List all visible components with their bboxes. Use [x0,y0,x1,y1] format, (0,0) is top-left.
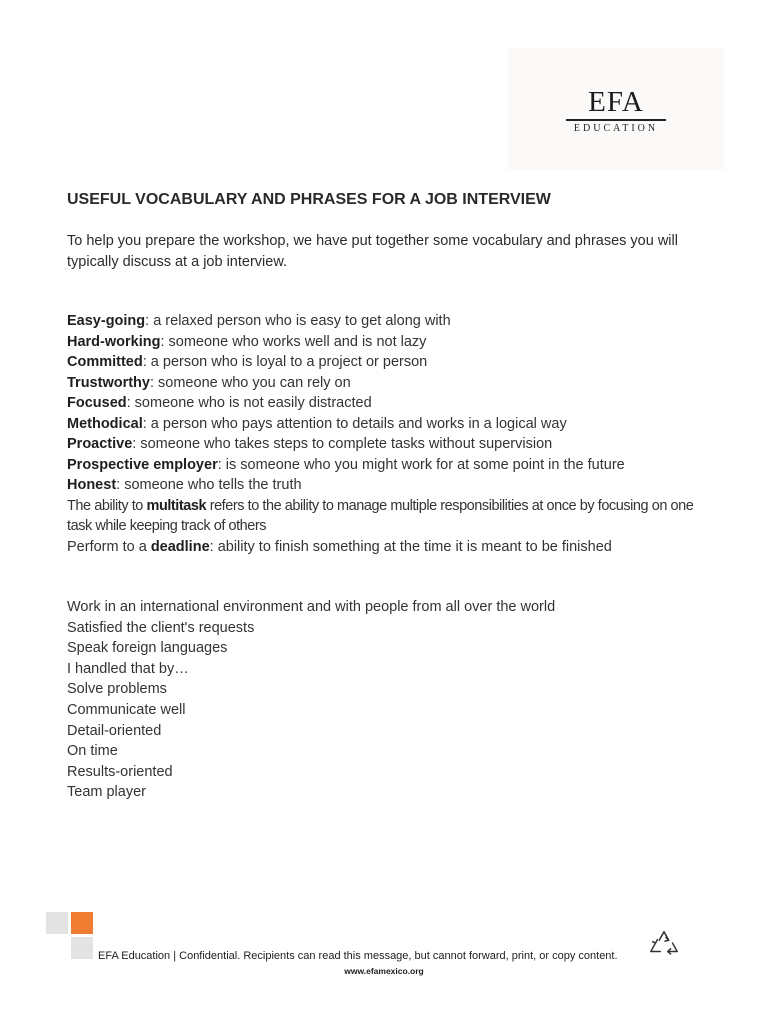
vocab-term: Methodical [67,415,143,432]
vocab-item [67,414,717,435]
page-title: USEFUL VOCABULARY AND PHRASES FOR A JOB INTERVIEW [67,191,551,208]
deadline-text: : ability to [209,538,275,555]
vocab-term: Focused [67,395,127,411]
footer-website: www.efamexico.org [344,966,424,976]
phrase-item: On time [67,743,118,760]
phrase-item: Detail-oriented [67,722,162,739]
multitask-lead: The ability to [67,497,147,514]
vocab-term: deadline [150,538,210,555]
deadline-text: to be finished [521,538,612,555]
vocab-item [67,475,717,496]
vocab-definition: : a person who pays attention to details and works in a logical way [142,415,567,432]
vocab-definition: : a person who is loyal to a project or person [142,354,428,370]
phrase-item: Team player [67,784,146,801]
vocab-item [67,352,717,373]
footer-orange-square [71,912,93,934]
phrase-item: Speak foreign languages [67,640,228,657]
logo-underline [566,119,666,121]
vocab-definition: : someone who you can rely on [149,374,351,391]
vocabulary-list [67,311,717,557]
vocab-item [67,393,717,414]
vocab-term: Prospective employer [67,456,218,473]
phrase-item: Results-oriented [67,763,173,780]
vocab-definition: : is someone who you might work for at some point in the future [217,456,625,473]
phrase-item: I handled that by… [67,660,189,677]
vocab-term: Hard-working [67,333,161,350]
vocab-definition: : a relaxed person who is easy to get along with [145,313,451,329]
vocab-item [67,332,717,353]
deadline-text: something at the time it is [308,538,482,555]
vocab-definition: : someone who is not easily distracted [126,395,372,411]
vocab-term: Trustworthy [67,374,150,391]
vocab-term: Committed [67,354,143,370]
vocab-item [67,311,717,332]
deadline-lead: Perform to a [67,538,151,555]
logo-subtitle: EDUCATION [573,123,659,134]
phrases-list [67,597,555,803]
phrase-item: Satisfied the client's requests [67,619,255,636]
phrase-item: Solve problems [67,681,167,698]
logo-wordmark: EFA [588,86,644,118]
footer-gray-square [71,937,93,959]
vocab-term: Easy-going [67,313,146,329]
vocab-definition: : someone who works well and is not lazy [160,333,427,350]
deadline-word-meant: meant [481,538,522,555]
phrase-item: Work in an international environment and with people from all over the world [67,599,556,615]
vocab-item [67,455,717,476]
multitask-definition: refers to the ability to manage multiple responsibilities at once by focusing on one task while keeping track of others [67,497,694,534]
vocab-term: multitask [146,497,207,514]
vocab-item-multitask [67,496,717,537]
vocab-item [67,434,717,455]
vocab-term: Honest [67,477,117,493]
footer-confidential-text: EFA Education | Confidential. Recipients can read this message, but cannot forward, print, or copy content. [98,950,618,962]
vocab-term: Proactive [67,436,133,452]
vocab-definition: : someone who takes steps to complete tasks without supervision [132,436,553,452]
recycle-icon [647,927,681,961]
intro-paragraph: To help you prepare the workshop, we have put together some vocabulary and phrases you will typically discuss at a job interview. [67,233,678,270]
vocab-item [67,373,717,394]
deadline-word-finish: finish [274,538,309,555]
efa-education-logo [508,48,724,170]
vocab-definition: : someone who tells the truth [116,477,302,493]
footer-gray-square [46,912,68,934]
phrase-item: Communicate well [67,701,186,718]
vocab-item-deadline [67,537,717,558]
